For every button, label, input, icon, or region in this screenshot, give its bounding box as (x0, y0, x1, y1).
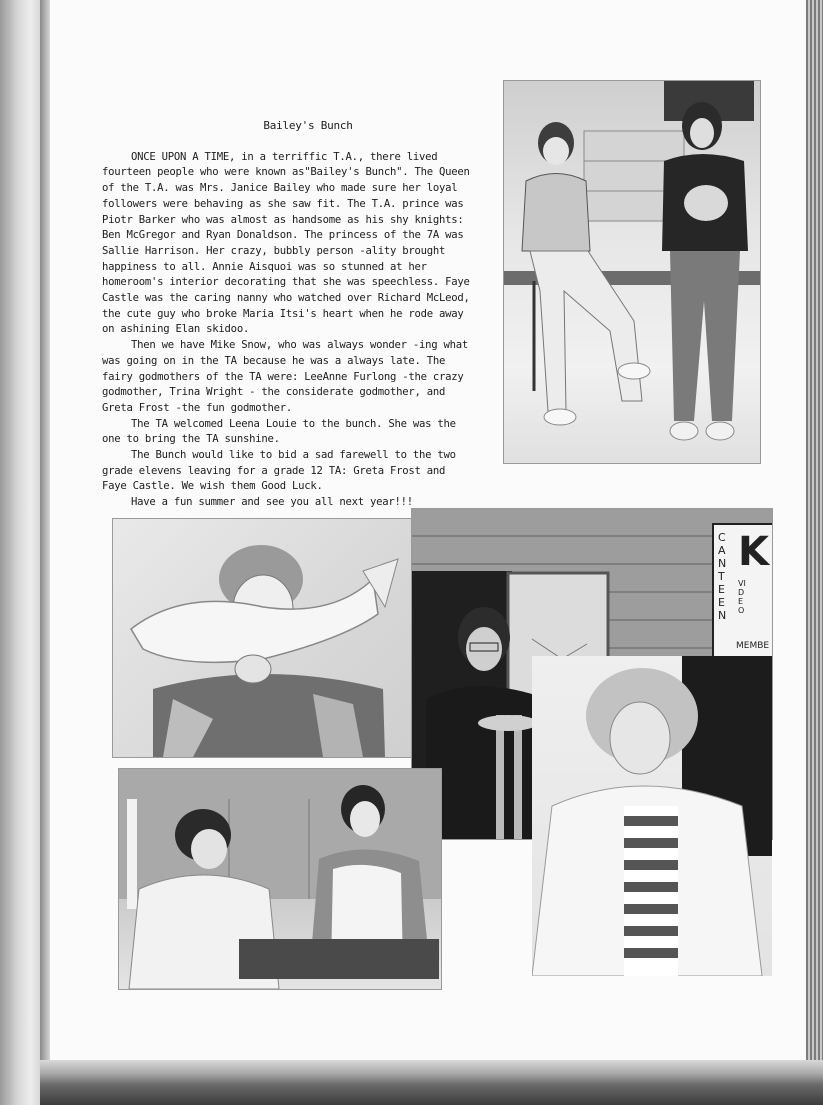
article-paragraph: ONCE UPON A TIME, in a terriffic T.A., there lived fourteen people who were known as"Bailey's Bunch". The Queen of the T.A. was Mrs. Janice Bailey who made sure her loyal followers were behaving as she saw fit. The T.A. prince was Piotr Barker who was almost as handsome as his shy knights: Ben McGregor and Ryan Donaldson. The princess of the 7A was Sallie Harrison. Her crazy, bubbly person -ality brought happiness to all. Annie Aisquoi was so stunned at her homeroom's interior decorating that she was speechless. Faye Castle was the caring nanny who watched over Richard McLeod, the cute guy who broke Maria Itsi's heart when he rode away on ashining Elan skidoo. (102, 150, 470, 336)
canteen-sign-text: CANTEEN (718, 531, 727, 622)
canteen-sign (712, 523, 773, 659)
girl-illustration (532, 656, 772, 976)
article-title: Bailey's Bunch (263, 119, 353, 132)
sign-member-text: MEMBE (736, 641, 770, 651)
photo-student-with-fish (112, 518, 414, 758)
two-students-illustration (504, 81, 760, 463)
photo-girl-white-jacket (532, 656, 772, 976)
photo-two-students (503, 80, 761, 464)
page-edge-right (806, 0, 823, 1075)
page-edge-bottom (40, 1060, 823, 1105)
article (102, 118, 474, 511)
sign-big-letter: K (738, 529, 769, 575)
video-sign-text: VIDEO (738, 579, 746, 615)
book-binding-left (0, 0, 44, 1105)
photo-two-teachers (118, 768, 442, 990)
student-fish-illustration (113, 519, 413, 757)
article-paragraph: The TA welcomed Leena Louie to the bunch. She was the one to bring the TA sunshine. (102, 417, 456, 446)
teachers-illustration (119, 769, 441, 989)
article-paragraph: Then we have Mike Snow, who was always wonder -ing what was going on in the TA because he was a always late. The fairy godmothers of the TA were: LeeAnne Furlong -the crazy godmother, Trina Wright - the considerate godmother, and Greta Frost -the fun godmother. (102, 339, 469, 414)
article-paragraph: Have a fun summer and see you all next year!!! (131, 496, 413, 509)
article-paragraph: The Bunch would like to bid a sad farewell to the two grade elevens leaving for a grade 12 TA: Greta Frost and Faye Castle. We wish them Good Luck. (102, 449, 456, 493)
